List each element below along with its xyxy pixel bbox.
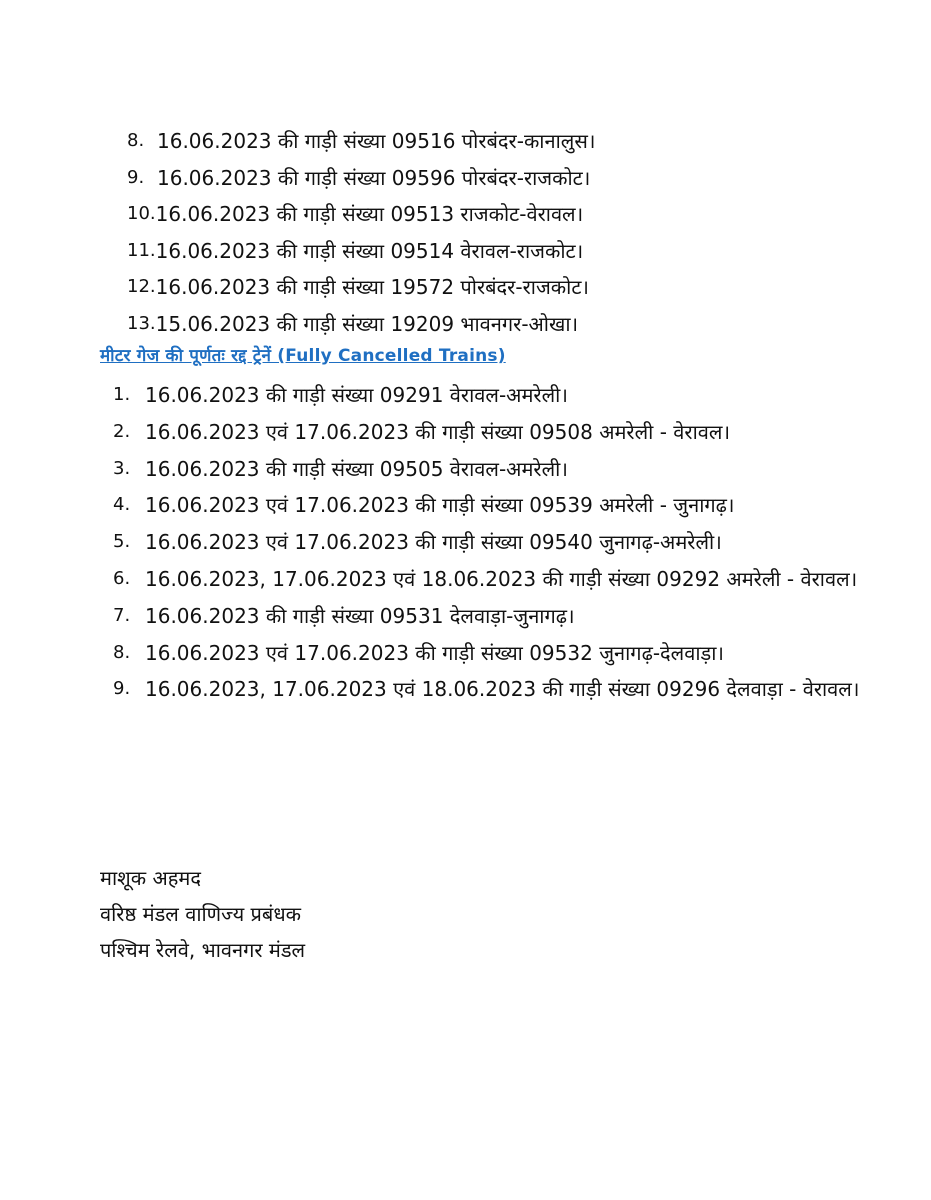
list-item [127,196,887,233]
list-item [113,635,883,672]
list-item [113,671,883,708]
list-item [127,269,887,306]
item-number: 2. [113,420,131,442]
item-text: 16.06.2023 एवं 17.06.2023 की गाड़ी संख्या 09540 जुनागढ़-अमरेली। [145,530,722,555]
item-number: 12. [127,276,156,297]
item-text: 16.06.2023 की गाड़ी संख्या 09514 वेरावल-राजकोट। [155,238,584,263]
section-heading: मीटर गेज की पूर्णतः रद्द ट्रेनें (Fully Cancelled Trains) [100,346,506,366]
item-text: 16.06.2023 की गाड़ी संख्या 09596 पोरबंदर-राजकोट। [157,165,591,190]
list-item [113,487,883,524]
list-item [127,306,887,343]
item-number: 9. [127,166,145,188]
item-number: 1. [113,384,131,405]
item-text: 16.06.2023, 17.06.2023 एवं 18.06.2023 की गाड़ी संख्या 09296 देलवाड़ा - वेरावल। [145,677,860,702]
fully-cancelled-list [113,377,883,708]
item-number: 7. [113,604,131,626]
list-item [113,598,883,635]
item-number: 6. [113,567,131,589]
item-text: 16.06.2023 की गाड़ी संख्या 19572 पोरबंदर-राजकोट। [155,275,589,299]
item-text: 16.06.2023 की गाड़ी संख्या 09516 पोरबंदर-कानालुस। [157,129,596,153]
signature-block [100,860,305,968]
item-number: 11. [127,239,156,261]
item-text: 16.06.2023 की गाड़ी संख्या 09291 वेरावल-अमरेली। [145,383,568,407]
list-item [113,524,883,561]
item-text: 16.06.2023 एवं 17.06.2023 की गाड़ी संख्या 09539 अमरेली - जुनागढ़। [145,493,735,518]
item-number: 4. [113,494,131,516]
list-item [127,233,887,270]
item-text: 16.06.2023, 17.06.2023 एवं 18.06.2023 की गाड़ी संख्या 09292 अमरेली - वेरावल। [145,566,858,591]
signatory-designation: वरिष्ठ मंडल वाणिज्य प्रबंधक [100,902,301,926]
list-item [127,160,887,197]
list-item [113,561,883,598]
list-item [113,377,883,414]
signatory-name: माशूक अहमद [100,866,201,890]
item-number: 8. [127,130,145,151]
partially-cancelled-list [127,123,887,342]
item-text: 16.06.2023 की गाड़ी संख्या 09505 वेरावल-अमरेली। [145,456,568,481]
item-number: 9. [113,678,131,700]
item-number: 5. [113,531,131,553]
list-item [113,414,883,451]
list-item [127,123,887,160]
list-item [113,451,883,488]
item-text: 16.06.2023 एवं 17.06.2023 की गाड़ी संख्या 09508 अमरेली - वेरावल। [145,419,731,444]
item-text: 16.06.2023 की गाड़ी संख्या 09513 राजकोट-वेरावल। [155,202,584,226]
item-number: 10. [127,203,156,224]
item-number: 3. [113,457,131,479]
item-text: 16.06.2023 की गाड़ी संख्या 09531 देलवाड़ा-जुनागढ़। [145,603,575,628]
item-number: 8. [113,641,131,663]
signatory-office: पश्चिम रेलवे, भावनगर मंडल [100,938,306,962]
item-number: 13. [127,312,156,334]
item-text: 15.06.2023 की गाड़ी संख्या 19209 भावनगर-ओखा। [155,311,579,336]
item-text: 16.06.2023 एवं 17.06.2023 की गाड़ी संख्या 09532 जुनागढ़-देलवाड़ा। [145,640,724,665]
